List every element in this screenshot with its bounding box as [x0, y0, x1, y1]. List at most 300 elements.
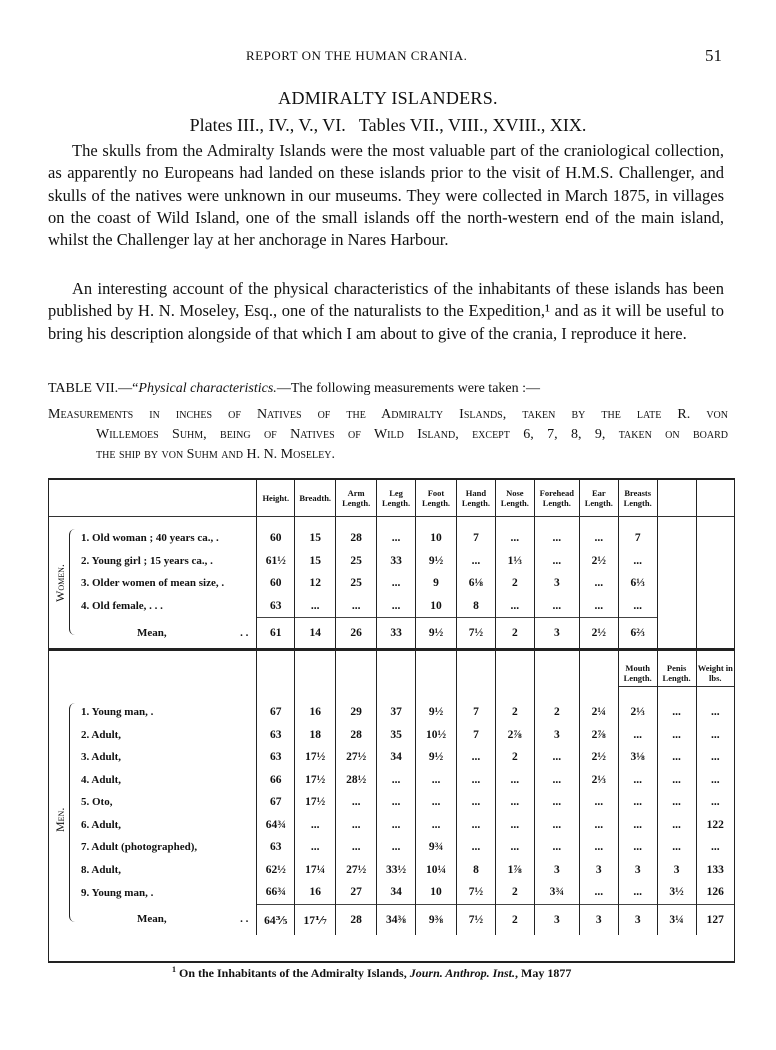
paragraph-2-text: An interesting account of the physical characteristics of the inhabitants of these islands has been published by H. N. Moseley, Esq., one of the naturalists to the Expedition,¹ and as it will be useful to bring his description alongside of that which I am about to give of the crania, I reproduce it here.	[48, 279, 724, 343]
spacer-cell	[456, 517, 495, 528]
mean-cell: 9⅜	[416, 904, 457, 935]
table-cell: 18	[295, 724, 336, 747]
column-header: Forehead Length.	[534, 480, 579, 517]
table-cell: 2	[495, 881, 534, 904]
subheader-cell	[377, 650, 416, 692]
subheader-cell	[456, 650, 495, 692]
spacer-cell	[416, 517, 457, 528]
row-label-cell	[49, 791, 257, 814]
table-cell: 3	[657, 859, 696, 882]
table-cell: ...	[416, 769, 457, 792]
table-cell: 28	[336, 527, 377, 550]
row-label: 8. Adult,	[81, 863, 122, 876]
measurements-table	[48, 478, 735, 963]
row-label-cell	[49, 836, 257, 859]
table-cell: ...	[657, 836, 696, 859]
table-cell: ...	[456, 791, 495, 814]
table-cell: 63	[257, 746, 295, 769]
row-label-cell	[49, 572, 257, 595]
row-label-cell	[49, 881, 257, 904]
spacer-cell	[49, 517, 257, 528]
running-head	[0, 48, 776, 68]
table-cell: 2½	[579, 746, 618, 769]
table-cell: ...	[579, 881, 618, 904]
spacer-cell	[336, 517, 377, 528]
row-label-cell	[49, 746, 257, 769]
table-cell	[696, 527, 734, 550]
table-cell: ...	[377, 769, 416, 792]
spacer-cell	[377, 517, 416, 528]
table-cell: 133	[696, 859, 734, 882]
table-cell: ...	[657, 791, 696, 814]
spacer-cell	[579, 517, 618, 528]
table-cell: ...	[534, 527, 579, 550]
spacer-cell	[618, 691, 657, 701]
mean-cell	[657, 618, 696, 650]
table-cell: 61½	[257, 550, 295, 573]
row-label: 1. Old woman ; 40 years ca., .	[81, 532, 219, 545]
table-cell: ...	[696, 724, 734, 747]
table-cell: ...	[377, 836, 416, 859]
table-cell: 60	[257, 527, 295, 550]
spacer-cell	[657, 691, 696, 701]
table-cell	[657, 572, 696, 595]
footnote	[172, 965, 571, 981]
mean-cell: 9½	[416, 618, 457, 650]
table-cell: ...	[579, 572, 618, 595]
table-cell: ...	[295, 814, 336, 837]
table-cell: ...	[295, 836, 336, 859]
column-header: Breasts Length.	[618, 480, 657, 517]
spacer-cell	[495, 517, 534, 528]
table-cell: 10¼	[416, 859, 457, 882]
table-cell: ...	[456, 769, 495, 792]
table-cell: 7	[618, 527, 657, 550]
table-cell: ...	[336, 595, 377, 618]
subheader-cell	[495, 650, 534, 692]
table-cell: ...	[377, 572, 416, 595]
table-cell: ...	[696, 836, 734, 859]
table-cell: ...	[456, 814, 495, 837]
table-cell: ...	[534, 550, 579, 573]
column-header	[657, 480, 696, 517]
table-cell: ...	[495, 791, 534, 814]
table-cell: ...	[295, 595, 336, 618]
mean-cell: 3¼	[657, 904, 696, 935]
extra-column-header: Weight in lbs.	[697, 663, 734, 687]
table-cell: 63	[257, 595, 295, 618]
table-cell: 35	[377, 724, 416, 747]
table-cell	[696, 550, 734, 573]
table-cell: 66¾	[257, 881, 295, 904]
table-cell: ...	[618, 769, 657, 792]
column-header: Leg Length.	[377, 480, 416, 517]
table-cell	[657, 550, 696, 573]
spacer-cell	[456, 691, 495, 701]
table-cell: 2½	[579, 550, 618, 573]
table-cell: ...	[534, 746, 579, 769]
table-cell: ...	[336, 836, 377, 859]
table-cell: 15	[295, 550, 336, 573]
table-cell: ...	[377, 791, 416, 814]
table-cell: 8	[456, 595, 495, 618]
mean-cell: 14	[295, 618, 336, 650]
table-cell: 34	[377, 881, 416, 904]
group-label: Women.	[53, 564, 67, 602]
mean-cell: 33	[377, 618, 416, 650]
table-cell: ...	[696, 791, 734, 814]
table-cell: ...	[696, 769, 734, 792]
table-cell: 2⅞	[495, 724, 534, 747]
spacer-cell	[657, 517, 696, 528]
table-row	[49, 724, 734, 747]
footnote-suffix: , May 1877	[515, 966, 572, 980]
table-cell: 10½	[416, 724, 457, 747]
table-cell: 3	[534, 572, 579, 595]
mean-cell: 2½	[579, 618, 618, 650]
mean-label-cell	[49, 618, 257, 650]
column-header: Nose Length.	[495, 480, 534, 517]
table-cell: ...	[618, 724, 657, 747]
row-label-cell	[49, 769, 257, 792]
table-cell: 28½	[336, 769, 377, 792]
table-cell: ...	[579, 814, 618, 837]
page-number: 51	[705, 46, 722, 65]
table-cell: 33½	[377, 859, 416, 882]
mean-cell: 127	[696, 904, 734, 935]
table-cell: ...	[534, 791, 579, 814]
table-cell: 6⅓	[618, 572, 657, 595]
table-cell: 67	[257, 701, 295, 724]
table-cell: 67	[257, 791, 295, 814]
mean-row	[49, 904, 734, 935]
table-cell: 27½	[336, 746, 377, 769]
row-label: 6. Adult,	[81, 818, 122, 831]
column-header: Hand Length.	[456, 480, 495, 517]
mean-cell: 28	[336, 904, 377, 935]
table-cell: 15	[295, 527, 336, 550]
header-blank	[49, 480, 257, 517]
table-cell: 10	[416, 527, 457, 550]
group-label: Men.	[53, 807, 67, 833]
mean-cell: 64⅗	[257, 904, 295, 935]
paragraph-1	[48, 140, 724, 251]
column-header	[696, 480, 734, 517]
table-cell: 63	[257, 836, 295, 859]
table-cell: 66	[257, 769, 295, 792]
table-cell: ...	[377, 595, 416, 618]
table-cell: 9½	[416, 550, 457, 573]
subheader-cell	[49, 650, 257, 692]
table-cell: ...	[579, 836, 618, 859]
subheader-cell	[579, 650, 618, 692]
footnote-text: On the Inhabitants of the Admiralty Islands,	[176, 966, 410, 980]
table-cell: 16	[295, 881, 336, 904]
subheader-cell	[295, 650, 336, 692]
table-cell: 7½	[456, 881, 495, 904]
table-cell: ...	[495, 595, 534, 618]
table-cell: ...	[534, 595, 579, 618]
column-header: Arm Length.	[336, 480, 377, 517]
mean-cell	[696, 618, 734, 650]
mean-label-cell	[49, 904, 257, 935]
table-cell: ...	[618, 814, 657, 837]
subheader-cell	[416, 650, 457, 692]
table-cell: ...	[416, 814, 457, 837]
caption-italic: Physical characteristics.	[138, 381, 277, 396]
table-cell: 60	[257, 572, 295, 595]
mean-cell: 61	[257, 618, 295, 650]
table-cell: ...	[696, 701, 734, 724]
table-cell: 10	[416, 595, 457, 618]
table-cell: ...	[495, 836, 534, 859]
mean-cell: 3	[618, 904, 657, 935]
mean-row	[49, 618, 734, 650]
table-cell: 2	[495, 572, 534, 595]
row-label: 2. Young girl ; 15 years ca., .	[81, 554, 213, 567]
spacer-cell	[257, 517, 295, 528]
mean-cell: 26	[336, 618, 377, 650]
table-cell: ...	[657, 769, 696, 792]
table-cell: 28	[336, 724, 377, 747]
table-cell: 37	[377, 701, 416, 724]
paragraph-1-text: The skulls from the Admiralty Islands were the most valuable part of the craniological collection, as apparently no Europeans had landed on these islands prior to the visit of H.M.S. Challenger, and skulls of the natives were unknown in our museums. They were collected in March 1875, in villages on the coast of Wild Island, one of the small islands off the north-western end of the main island, whilst the Challenger lay at her anchorage in Nares Harbour.	[48, 141, 724, 250]
table-cell: 1⅞	[495, 859, 534, 882]
table-cell: 34	[377, 746, 416, 769]
table-cell: ...	[534, 769, 579, 792]
table-cell: 9½	[416, 701, 457, 724]
table-cell: 64¾	[257, 814, 295, 837]
table-cell	[696, 572, 734, 595]
table-cell: 2⅓	[618, 701, 657, 724]
table-cell: 126	[696, 881, 734, 904]
section-title: ADMIRALTY ISLANDERS.	[278, 88, 498, 108]
column-header: Ear Length.	[579, 480, 618, 517]
table-cell: ...	[456, 550, 495, 573]
row-label: 1. Young man, .	[81, 706, 154, 719]
table-cell: 7	[456, 527, 495, 550]
table-cell: 62½	[257, 859, 295, 882]
mean-cell: 6⅔	[618, 618, 657, 650]
subheader-cell	[534, 650, 579, 692]
spacer-cell	[416, 691, 457, 701]
table-cell: ...	[657, 746, 696, 769]
spacer-cell	[295, 517, 336, 528]
table-cell: 3½	[657, 881, 696, 904]
row-label-cell	[49, 595, 257, 618]
table-row	[49, 701, 734, 724]
table-cell: 9	[416, 572, 457, 595]
subheader-cell	[657, 650, 696, 692]
table-cell: 2⅓	[579, 769, 618, 792]
mean-cell: 17⅐	[295, 904, 336, 935]
mean-label: Mean,	[137, 913, 167, 926]
leader-dots: . .	[240, 626, 249, 639]
column-header: Height.	[257, 480, 295, 517]
table-cell: 17½	[295, 769, 336, 792]
spacer-cell	[579, 691, 618, 701]
subheader-cell	[618, 650, 657, 692]
table-cell: 29	[336, 701, 377, 724]
table-cell: 3¾	[534, 881, 579, 904]
spacer-cell	[534, 691, 579, 701]
row-label-cell	[49, 724, 257, 747]
mean-cell: 3	[534, 904, 579, 935]
table-cell: ...	[618, 595, 657, 618]
footnote-italic: Journ. Anthrop. Inst.	[409, 966, 515, 980]
table-cell: ...	[579, 595, 618, 618]
table-cell: ...	[456, 746, 495, 769]
table-cell: 6⅛	[456, 572, 495, 595]
column-header: Breadth.	[295, 480, 336, 517]
table-cell: 3	[579, 859, 618, 882]
spacer-cell	[336, 691, 377, 701]
table-cell: 33	[377, 550, 416, 573]
table-cell: ...	[456, 836, 495, 859]
extra-column-header: Penis Length.	[658, 663, 696, 687]
table-cell: 2	[495, 701, 534, 724]
spacer-cell	[696, 517, 734, 528]
row-label: 5. Oto,	[81, 796, 113, 809]
table-cell: 27	[336, 881, 377, 904]
footnote-marker: 1	[172, 965, 176, 974]
table-cell: 7	[456, 724, 495, 747]
measurements-line-2: Willemoes Suhm, being of Natives of Wild Island, except 6, 7, 8, 9, taken on board	[96, 427, 728, 442]
subheader-cell	[257, 650, 295, 692]
measurements-line-3: the ship by von Suhm and H. N. Moseley.	[96, 447, 335, 462]
table-cell: 3	[534, 724, 579, 747]
table-row	[49, 881, 734, 904]
spacer-cell	[377, 691, 416, 701]
table-cell: 3	[534, 859, 579, 882]
paragraph-2	[48, 278, 724, 345]
men-subheader-row	[49, 650, 734, 692]
spacer-cell	[618, 517, 657, 528]
table-cell: 2⅞	[579, 724, 618, 747]
subheader-cell	[336, 650, 377, 692]
table-cell: ...	[657, 724, 696, 747]
table-cell: 1⅓	[495, 550, 534, 573]
table-cell: 2	[534, 701, 579, 724]
table-cell: ...	[579, 527, 618, 550]
table-cell: 3	[618, 859, 657, 882]
mean-cell: 3	[534, 618, 579, 650]
table-cell: 16	[295, 701, 336, 724]
row-label: 3. Older women of mean size, .	[81, 577, 225, 590]
table-cell: ...	[336, 791, 377, 814]
table-cell: 2¼	[579, 701, 618, 724]
row-label: 2. Adult,	[81, 728, 122, 741]
table-cell: 9½	[416, 746, 457, 769]
spacer-cell	[696, 691, 734, 701]
table-cell: ...	[495, 814, 534, 837]
table-row	[49, 791, 734, 814]
row-label: 3. Adult,	[81, 751, 122, 764]
table-cell: ...	[534, 836, 579, 859]
table-row	[49, 527, 734, 550]
table-cell: ...	[534, 814, 579, 837]
mean-cell: 2	[495, 904, 534, 935]
row-label-cell	[49, 550, 257, 573]
mean-cell: 2	[495, 618, 534, 650]
table-cell: 3⅛	[618, 746, 657, 769]
table-cell: ...	[377, 814, 416, 837]
table-cell: 9¾	[416, 836, 457, 859]
table-cell: ...	[618, 550, 657, 573]
header-row	[49, 480, 734, 517]
table-cell: ...	[495, 769, 534, 792]
table-cell: 8	[456, 859, 495, 882]
table-cell: ...	[336, 814, 377, 837]
mean-cell: 7½	[456, 618, 495, 650]
row-label: 9. Young man, .	[81, 886, 154, 899]
spacer-row	[49, 517, 734, 528]
row-label-cell	[49, 814, 257, 837]
table-cell: 17½	[295, 791, 336, 814]
row-label: 7. Adult (photographed),	[81, 841, 198, 854]
table-row	[49, 859, 734, 882]
caption-suffix: —The following measurements were taken :—	[276, 381, 541, 396]
spacer-cell	[49, 691, 257, 701]
table-cell: 17½	[295, 746, 336, 769]
table-row	[49, 595, 734, 618]
table-cell: 17¼	[295, 859, 336, 882]
plates-reference: Plates III., IV., V., VI. Tables VII., VIII., XVIII., XIX.	[189, 115, 587, 135]
measurements-note	[48, 405, 728, 465]
table-cell: 25	[336, 572, 377, 595]
running-title: REPORT ON THE HUMAN CRANIA.	[246, 48, 468, 63]
table-cell: ...	[657, 701, 696, 724]
mean-cell: 3	[579, 904, 618, 935]
table-cell: ...	[657, 814, 696, 837]
table-row	[49, 572, 734, 595]
mean-cell: 34⅜	[377, 904, 416, 935]
spacer-row	[49, 691, 734, 701]
mean-cell: 7½	[456, 904, 495, 935]
table-cell: 7	[456, 701, 495, 724]
table-cell: ...	[618, 881, 657, 904]
table-cell: 63	[257, 724, 295, 747]
column-header: Foot Length.	[416, 480, 457, 517]
row-label-cell	[49, 859, 257, 882]
table-cell: ...	[579, 791, 618, 814]
table-cell: ...	[416, 791, 457, 814]
spacer-cell	[495, 691, 534, 701]
row-label: 4. Adult,	[81, 773, 122, 786]
table-row	[49, 769, 734, 792]
table-cell	[657, 527, 696, 550]
row-label: 4. Old female, . . .	[81, 600, 163, 612]
table-row	[49, 550, 734, 573]
extra-column-header: Mouth Length.	[619, 663, 657, 687]
table-row	[49, 814, 734, 837]
table-row	[49, 836, 734, 859]
spacer-cell	[257, 691, 295, 701]
table-cell: ...	[696, 746, 734, 769]
table-cell: ...	[618, 836, 657, 859]
table-cell: 12	[295, 572, 336, 595]
table-cell: 25	[336, 550, 377, 573]
table-caption	[48, 381, 540, 397]
table-cell: 122	[696, 814, 734, 837]
table-row	[49, 746, 734, 769]
table-cell: ...	[618, 791, 657, 814]
table-cell: ...	[495, 527, 534, 550]
subheader-cell	[696, 650, 734, 692]
measurements-line-1: Measurements in inches of Natives of the Admiralty Islands, taken by the late R. von	[48, 407, 728, 422]
table-cell	[657, 595, 696, 618]
table-cell: 10	[416, 881, 457, 904]
